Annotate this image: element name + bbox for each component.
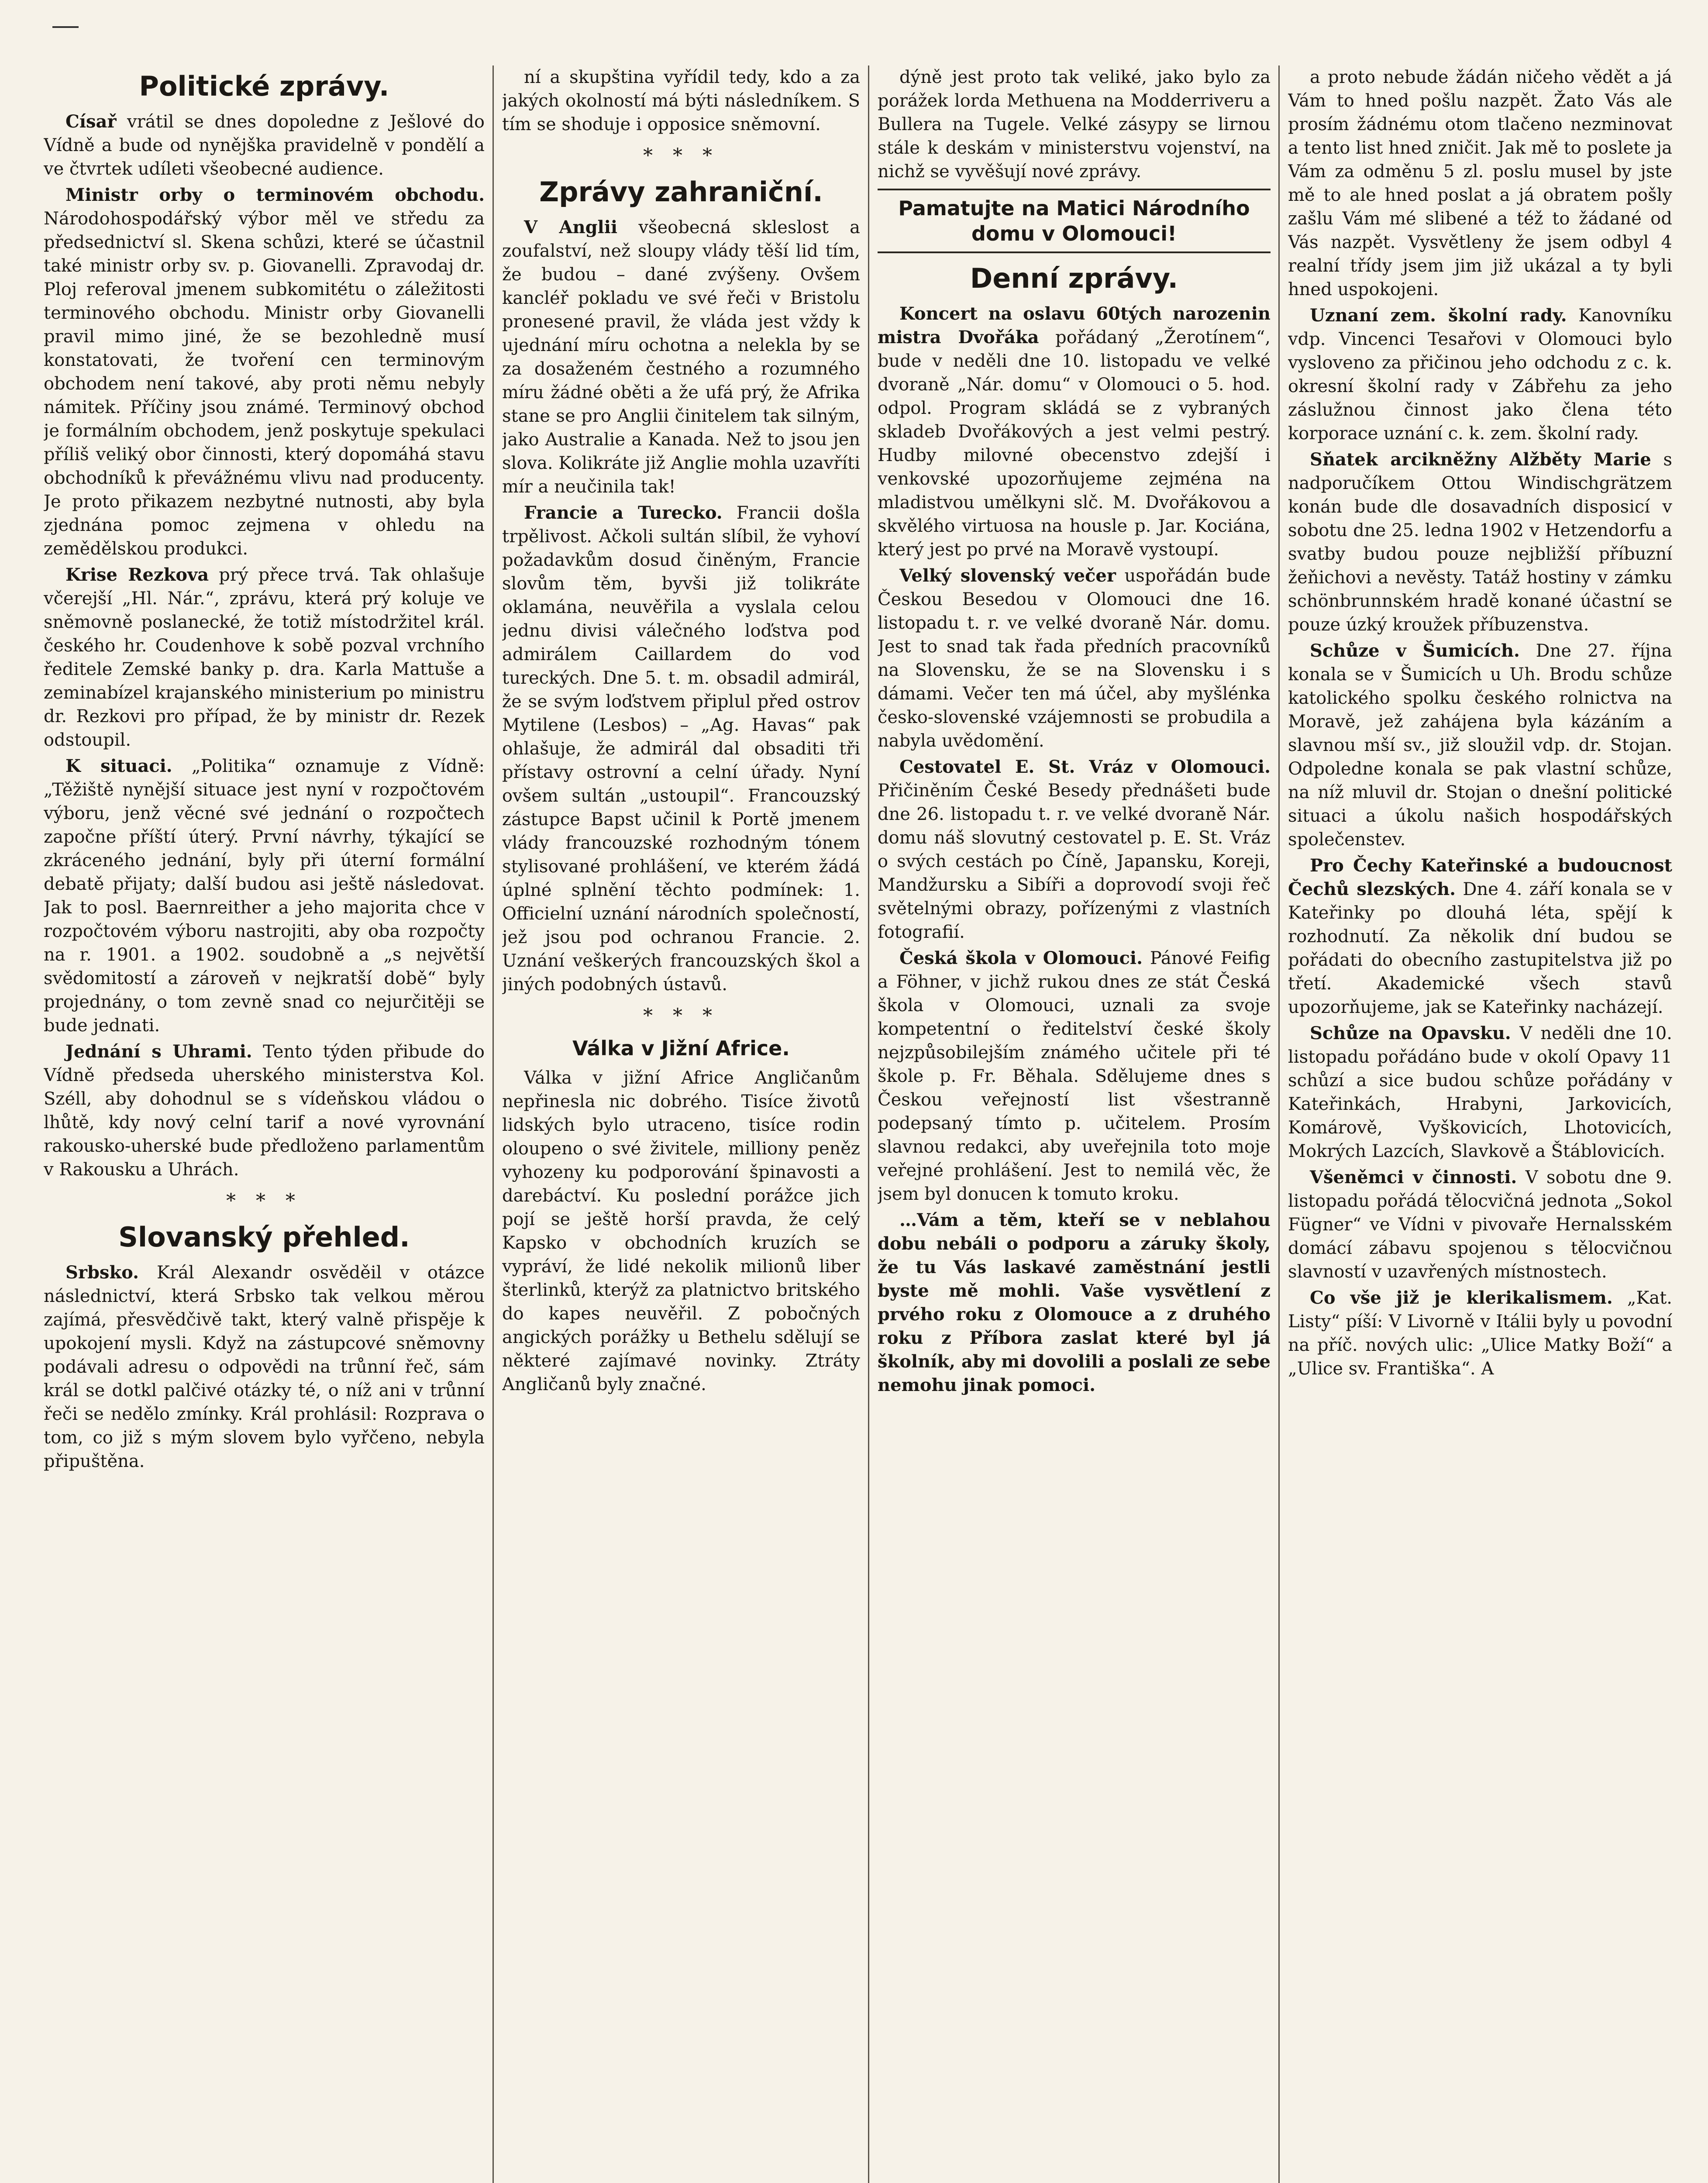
column-3 <box>878 65 1271 2183</box>
article-paragraph <box>878 947 1271 1206</box>
article-paragraph <box>502 216 860 499</box>
article-lead: Cestovatel E. St. Vráz v Olomouci. <box>899 757 1271 777</box>
article-paragraph <box>1288 1022 1672 1163</box>
column-rule <box>492 65 494 2183</box>
article-paragraph <box>44 110 485 181</box>
article-text: Francii došla trpělivost. Ačkoli sultán slíbil, že vyhoví požadavkům dosud činěným, Francie slovům těm, byvši již tolikráte oklamána, neuvěřila a vyslala celou jednu divisi válečného loďstva pod admirálem Caillardem do vod tureckých. Dne 5. t. m. obsadil admirál, že se svým loďstvem připlul před ostrov Mytilene (Lesbos) – „Ag. Havas“ pak ohlašuje, že admirál dal obsaditi tři přístavy ostrovní a celní úřady. Nyní ovšem sultán „ustoupil“. Francouzský zástupce Bapst učinil k Portě jmenem vlády francouzské rozhodným tónem stylisované prohlášení, ve kterém žádá úplné splnění těchto podmínek: 1. Officielní uznání národních společností, jež jsou pod ochranou Francie. 2. Uznání veškerých francouzských škol a jiných podobných ústavů. <box>502 503 860 995</box>
article-paragraph: Válka v jižní Africe Angličanům nepřinesla nic dobrého. Tisíce životů lidských bylo utraceno, tisíce rodin oloupeno o své živitele, milliony peněz vyhozeny ku podporování špinavosti a darebáctví. Ku poslední porážce jich pojí se ještě horší pravda, že celý Kapsko v obchodních kruzích se vypráví, že lidé nekolik milionů liber šterlinků, kterýž za platnictvo britského do kapes neuvěřil. Z pobočných angických porážky u Bethelu sdělují se některé zajímavé novinky. Ztráty Angličanů byly značné. <box>502 1068 860 1395</box>
section-heading-foreign: Zprávy zahraniční. <box>539 176 823 208</box>
article-paragraph: dýně jest proto tak veliké, jako bylo za porážek lorda Methuena na Modderriveru a Bullera na Tugele. Velké zásypy se lirnou stále k deskám v ministerstvu vojenství, na nichž se vyvěšují nové zprávy. <box>878 67 1271 182</box>
section-heading-slavic: Slovanský přehled. <box>118 1221 410 1253</box>
article-paragraph: …Vám a těm, kteří se v neblahou dobu nebáli o podporu a záruky školy, že tu Vás laskavé zaměstnání jestli byste mě mohli. Vaše vysvětlení z prvého roku z Olomouce a z druhého roku z Příbora zaslat které byl já školník, aby mi dovolili a poslali ze sebe nemohu jinak pomoci. <box>878 1210 1271 1395</box>
article-text: pořádaný „Žerotínem“, bude v neděli dne 10. listopadu ve velké dvoraně „Nár. domu“ v Olomouci o 5. hod. odpol. Program skládá se z vybraných skladeb Dvořákových a jest velmi pestrý. Hudby milovné obecenstvo zdejší i venkovské upozorňujeme zejména na mladistvou umělkyni slč. M. Dvořákovou a skvělého virtuosa na housle p. Jar. Kociána, který jest po prvé na Moravě vystoupí. <box>878 327 1271 560</box>
article-lead: K situaci. <box>65 756 172 776</box>
article-paragraph <box>878 564 1271 753</box>
article-lead: Česká škola v Olomouci. <box>899 948 1143 968</box>
article-paragraph <box>1288 1166 1672 1284</box>
separator-stars: * * * <box>643 145 719 167</box>
article-lead: Koncert na oslavu 60tých narozenin mistra Dvořáka <box>878 303 1271 348</box>
article-text: Tento týden přibude do Vídně předseda uherského ministerstva Kol. Széll, aby dohodnul se s vídeňskou vládou o lhůtě, kdy nový celní tarif a nové vyrovnání rakousko-uherské bude předloženo parlamentům v Rakousku a Uhrách. <box>44 1042 485 1180</box>
article-lead: Srbsko. <box>65 1262 139 1283</box>
section-heading-daily: Denní zprávy. <box>970 262 1178 294</box>
article-paragraph <box>878 755 1271 944</box>
article-text: vrátil se dnes dopoledne z Ješlové do Vídně a bude od nynějška pravidelně v pondělí a ve čtvrtek udíleti všeobecné audience. <box>44 112 485 179</box>
article-paragraph <box>878 302 1271 561</box>
article-lead: Schůze v Šumicích. <box>1310 640 1520 661</box>
column-rule <box>1278 65 1280 2183</box>
article-lead: Císař <box>65 111 117 132</box>
article-paragraph <box>44 563 485 752</box>
column-rule <box>868 65 869 2183</box>
article-lead: Francie a Turecko. <box>524 503 723 523</box>
article-paragraph: a proto nebude žádán ničeho vědět a já Vám to hned pošlu nazpět. Žato Vás ale prosím žádnému otom tlačeno nezminovat a tento list hned zničit. Jak mě to poslete ja Vám za odměnu 5 zl. poslu musel by jste mě to ale hned poslat a já obratem pošly zašlu Vám mé slibené a též to žádané od Vás nazpět. Vysvětleny že jsem odbyl 4 realní třídy jsem jim již ukázal a ty byli hned uspokojeni. <box>1288 67 1672 300</box>
article-lead: V Anglii <box>524 217 618 238</box>
article-lead: Krise Rezkova <box>65 565 209 585</box>
article-text: V sobotu dne 9. listopadu pořádá tělocvičná jednota „Sokol Fügner“ ve Vídni v pivovaře Hernalsském domácí zábavu spojenou s tělocvičnou slavností v uzavřených místnostech. <box>1288 1167 1672 1282</box>
article-paragraph <box>44 754 485 1037</box>
article-text: s nadporučíkem Ottou Windischgrätzem konán bude dle dosavadních disposicí v sobotu dne 25. ledna 1902 v Hetzendorfu a svatby budou pouze nejbližší příbuzní žeňichovi a nevěsty. Tatáž hostiny v zámku schönbrunnském hradě konané účastní se pouze úzký kroužek příbuzenstva. <box>1288 450 1672 635</box>
article-lead: Sňatek arcikněžny Alžběty Marie <box>1310 449 1651 470</box>
article-lead: Pro Čechy Kateřinské a budoucnost Čechů slezských. <box>1288 855 1672 899</box>
article-text: prý přece trvá. Tak ohlašuje včerejší „Hl. Nár.“, zprávu, která prý koluje ve sněmovně poslanecké, že totiž místodržitel král. českého hr. Coudenhove k sobě pozval vrchního ředitele Zemské banky p. dra. Karla Mattuše a zeminabízel krajanského ministerium po ministru dr. Rezkovi pro případ, že by ministr dr. Rezek odstoupil. <box>44 565 485 750</box>
article-lead: Všeněmci v činnosti. <box>1310 1167 1517 1188</box>
article-lead: Jednání s Uhrami. <box>65 1041 252 1062</box>
article-paragraph <box>1288 304 1672 445</box>
separator-stars: * * * <box>226 1190 302 1212</box>
article-lead: Ministr orby o terminovém obchodu. <box>65 185 485 205</box>
article-text: „Politika“ oznamuje z Vídně: „Těžiště nynější situace jest nyní v rozpočtovém výboru, jenž věcné své jednání o rozpočtech započne příští úterý. První návrhy, týkající se zkráceného jednání, byly při úterní formální debatě přijaty; další budou asi ještě následovat. Jak to posl. Baernreither a jeho majorita chce v rozpočtovém výboru nastrojiti, aby oba rozpočty na r. 1901. a 1902. soudobně a „s největší svědomitostí a zároveň v nejkratší době“ byly projednány, o tom zevně snad co nejurčitěji se bude jednati. <box>44 756 485 1036</box>
column-2 <box>502 65 860 2183</box>
article-text: uspořádán bude Českou Besedou v Olomouci dne 16. listopadu t. r. ve velké dvoraně Nár. domu. Jest to snad tak řada předních pracovníků na Slovensku, že se na Slovensku i s dámami. Večer ten má účel, aby myšlénka česko-slovenské vzájemnosti se probudila a nabyla uvědomění. <box>878 566 1271 751</box>
article-paragraph <box>502 501 860 996</box>
article-text: V neděli dne 10. listopadu pořádáno bude v okolí Opavy 11 schůzí a sice budou schůze pořádány v Kateřinkách, Hrabyni, Jarkovicích, Komárově, Vyškovicích, Lhotovicích, Mokrých Lazcích, Slavkově a Štáblovicích. <box>1288 1023 1672 1161</box>
article-lead: Co vše již je klerikalismem. <box>1310 1288 1613 1308</box>
article-paragraph: ní a skupština vyřídil tedy, kdo a za jakých okolností má býti následníkem. S tím se shoduje i opposice sněmovní. <box>502 67 860 134</box>
article-paragraph <box>1288 854 1672 1019</box>
article-text: Dne 27. října konala se v Šumicích u Uh. Brodu schůze katolického spolku českého rolnictva na Moravě, jež zahájena byla kázáním a slavnou mší sv., již sloužil vdp. dr. Stojan. Odpoledne konala se pak vlastní schůze, na níž mluvil dr. Stojan o dnešní politické situaci a úkolu našich hospodářských společenstev. <box>1288 641 1672 850</box>
article-paragraph <box>1288 639 1672 851</box>
article-text: „Kat. Listy“ píší: V Livorně v Itálii byly u povodní na příč. nových ulic: „Ulice Matky Boží“ a „Ulice sv. Františka“. A <box>1288 1288 1672 1379</box>
separator-stars: * * * <box>643 1005 719 1027</box>
section-heading-political: Politické zprávy. <box>139 70 389 102</box>
article-paragraph <box>44 1040 485 1181</box>
section-heading-war: Válka v Jižní Africe. <box>572 1036 790 1060</box>
article-lead: Schůze na Opavsku. <box>1310 1023 1511 1043</box>
matice-appeal-box: Pamatujte na Matici Národního domu v Olomouci! <box>878 189 1271 253</box>
page-mark <box>52 26 79 28</box>
article-text: Pánové Feifig a Föhner, v jichž rukou dnes ze stát Česká škola v Olomouci, uznali za svoje kompetentní o ředitelství české školy nejzpůsobilejším známého učitele při té škole p. Fr. Běhala. Sdělujeme dnes s Českou veřejností list všestranně podepsaný tímto p. učitelem. Prosím slavnou redakci, aby uveřejnila toto moje veřejné prohlášení. Jest to nemilá věc, že jsem byl donucen k tomuto kroku. <box>878 948 1271 1204</box>
article-paragraph <box>1288 448 1672 637</box>
article-text: všeobecná skleslost a zoufalství, než sloupy vlády těší lid tím, že budou – dané zvýšeny. Ovšem kancléř pokladu ve své řeči v Bristolu pronesené pravil, že vláda jest vždy k ujednání míru ochotna a nelekla by se za dosaženém čestného a rozumného míru žádné oběti a že ufá prý, že Afrika stane se pro Anglii činitelem tak silným, jako Australie a Kanada. Než to jsou jen slova. Kolikráte již Anglie mohla uzavříti mír a neučinila tak! <box>502 217 860 497</box>
article-paragraph <box>1288 1286 1672 1381</box>
column-1 <box>44 65 485 2183</box>
column-4 <box>1288 65 1672 2183</box>
article-paragraph <box>44 1261 485 1473</box>
article-text: Kanovníku vdp. Vincenci Tesařovi v Olomouci bylo vysloveno za přičinou jeho odchodu z c. k. okresní školní rady v Zábřehu za jeho záslužnou činnost jako člena této korporace uznání c. k. zem. školní rady. <box>1288 306 1672 444</box>
article-text: Král Alexandr osvěděil v otázce následnictví, která Srbsko tak velkou měrou zajímá, přesvědčivě takt, který valně přispěje k upokojení mysli. Když na zástupcové sněmovny podávali adresu o odpovědi na trůnní řeč, sám král se dotkl palčivé otázky té, o níž ani v trůnní řeči se nedělo zmínky. Král prohlásil: Rozprava o tom, co již s mým slovem bylo vyřčeno, nebyla připuštěna. <box>44 1263 485 1471</box>
article-text: Dne 4. září konala se v Kateřinky po dlouhá léta, spějí k rozhodnutí. Za několik dní budou se pořádati do obecního zastupitelstva již po třetí. Akademické všech stavů upozorňujeme, jak se Kateřinky nacházejí. <box>1288 879 1672 1017</box>
article-lead: Uznaní zem. školní rady. <box>1310 305 1567 326</box>
article-paragraph <box>44 183 485 561</box>
article-text: Přičiněním České Besedy přednášeti bude dne 26. listopadu t. r. ve velké dvoraně Nár. domu náš slovutný cestovatel p. E. St. Vráz o svých cestách po Číně, Japansku, Koreji, Mandžursku a Sibíři a doprovodí svoji řeč světelnými obrazy, pořízenými z vlastních fotografií. <box>878 781 1271 942</box>
article-lead: Velký slovenský večer <box>899 565 1116 586</box>
article-text: Národohospodářský výbor měl ve středu za předsednictví sl. Skena schůzi, které se účastnil také ministr orby sv. p. Giovanelli. Zpravodaj dr. Ploj referoval jmenem subkomitétu o záležitosti terminového obchodu. Ministr orby Giovanelli pravil mimo jiné, že se bezohledně musí konstatovati, že tvoření cen terminovým obchodem není takové, aby proti němu nebyly námitek. Příčiny jsou známé. Terminový obchod je formálním obchodem, jenž poskytuje spekulaci příliš veliký obor činnosti, který dopomáhá stavu obchodníků k převážnému vlivu nad producenty. Je proto přikazem nezbytné nutnosti, aby byla zjednána pomoc zejmena v ohledu na zemědělskou produkci. <box>44 209 485 559</box>
